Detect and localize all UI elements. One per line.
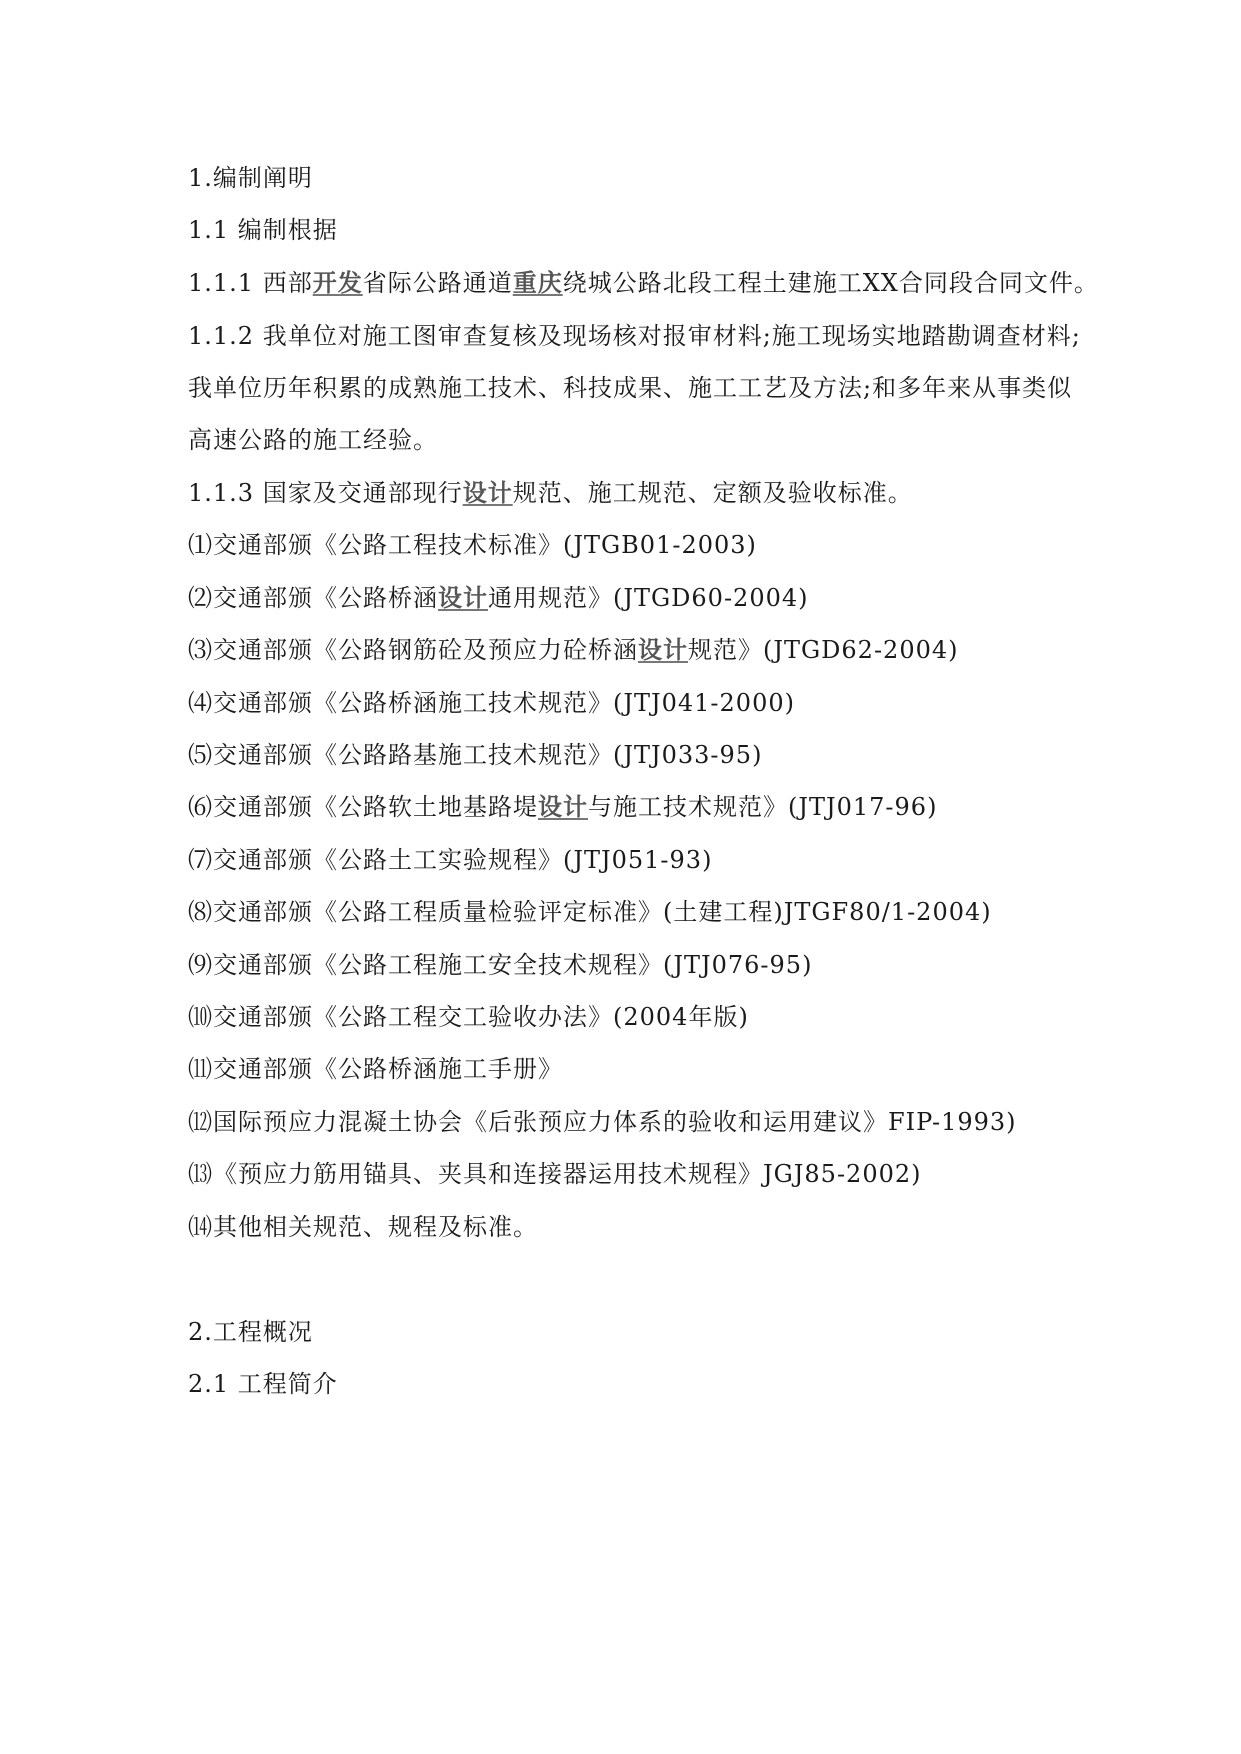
reference-4: ⑷交通部颁《公路桥涵施工技术规范》(JTJ041-2000) [188,689,795,717]
reference-1: ⑴交通部颁《公路工程技术标准》(JTGB01-2003) [188,531,757,559]
item-1-1-1-mid: 省际公路通道 [362,269,513,297]
reference-2-prefix: ⑵交通部颁《公路桥涵 [188,584,438,612]
reference-3-link-sheji[interactable]: 设计 [638,635,688,664]
reference-2-suffix: 通用规范》(JTGD60-2004) [488,584,809,612]
reference-6-suffix: 与施工技术规范》(JTJ017-96) [588,793,938,821]
reference-6-link-sheji[interactable]: 设计 [538,792,588,821]
item-1-1-3-suffix: 规范、施工规范、定额及验收标准。 [512,479,913,507]
reference-6-prefix: ⑹交通部颁《公路软土地基路堤 [188,793,538,821]
reference-14: ⒁其他相关规范、规程及标准。 [188,1213,538,1241]
reference-3-suffix: 规范》(JTGD62-2004) [688,636,959,664]
reference-5: ⑸交通部颁《公路路基施工技术规范》(JTJ033-95) [188,741,763,769]
section-2-heading: 2.工程概况 [188,1318,313,1346]
reference-3-prefix: ⑶交通部颁《公路钢筋砼及预应力砼桥涵 [188,636,638,664]
reference-6 [188,791,937,823]
reference-8: ⑻交通部颁《公路工程质量检验评定标准》(土建工程)JTGF80/1-2004) [188,898,992,926]
link-chongqing[interactable]: 重庆 [512,268,563,297]
reference-2-link-sheji[interactable]: 设计 [438,583,488,612]
item-1-1-2-line-3: 高速公路的施工经验。 [188,426,438,454]
section-1-1-heading: 1.1 编制根据 [188,216,338,244]
section-2-1-heading: 2.1 工程简介 [188,1370,338,1398]
reference-7: ⑺交通部颁《公路土工实验规程》(JTJ051-93) [188,846,713,874]
link-sheji[interactable]: 设计 [462,478,513,507]
reference-3 [188,634,959,666]
reference-13: ⒀《预应力筋用锚具、夹具和连接器运用技术规程》JGJ85-2002) [188,1160,922,1188]
reference-12: ⑿国际预应力混凝土协会《后张预应力体系的验收和运用建议》FIP-1993) [188,1108,1017,1136]
item-1-1-1 [188,267,1099,299]
reference-11: ⑾交通部颁《公路桥涵施工手册》 [188,1055,563,1083]
item-1-1-1-suffix: 绕城公路北段工程土建施工XX合同段合同文件。 [562,269,1099,297]
reference-10: ⑽交通部颁《公路工程交工验收办法》(2004年版) [188,1003,749,1031]
item-1-1-2-line-1: 1.1.2 我单位对施工图审查复核及现场核对报审材料;施工现场实地踏勘调查材料; [188,322,1081,350]
item-1-1-1-prefix: 1.1.1 西部 [188,269,313,297]
link-kaifa[interactable]: 开发 [312,268,363,297]
item-1-1-2-line-2: 我单位历年积累的成熟施工技术、科技成果、施工工艺及方法;和多年来从事类似 [188,374,1073,402]
item-1-1-3 [188,477,913,509]
item-1-1-3-prefix: 1.1.3 国家及交通部现行 [188,479,463,507]
reference-9: ⑼交通部颁《公路工程施工安全技术规程》(JTJ076-95) [188,951,813,979]
section-1-heading: 1.编制阐明 [188,164,313,192]
reference-2 [188,582,809,614]
